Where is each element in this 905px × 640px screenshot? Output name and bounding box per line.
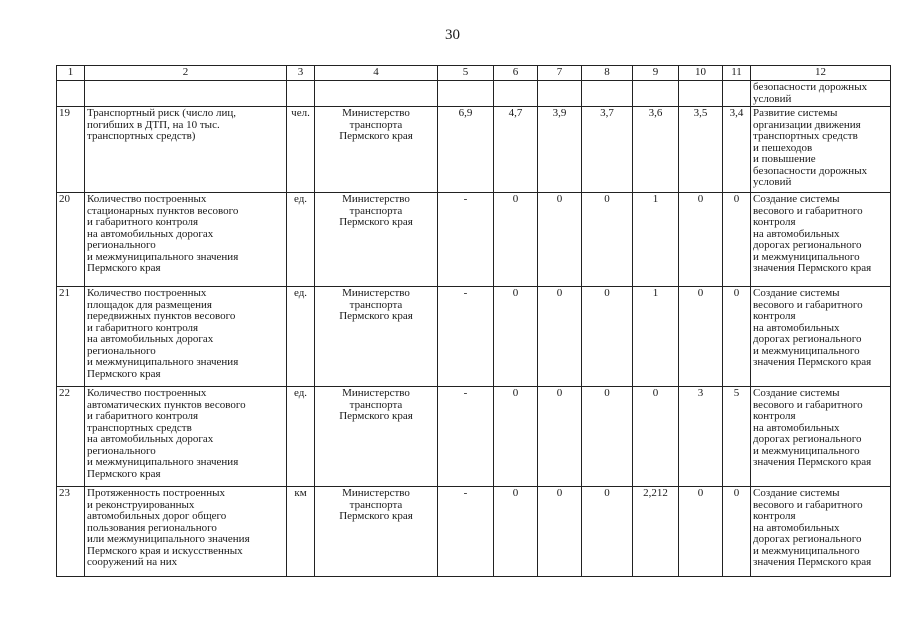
value-cell: 0 xyxy=(494,387,538,487)
value-cell: 0 xyxy=(582,387,633,487)
value-cell: 3,7 xyxy=(582,107,633,193)
goal: Создание системы весового и габаритного контроля на автомобильных дорогах регионального и межмуниципального значения Пермского края xyxy=(751,193,891,287)
header-cell: 2 xyxy=(85,66,287,81)
goal: Создание системы весового и габаритного контроля на автомобильных дорогах регионального и межмуниципального значения Пермского края xyxy=(751,487,891,577)
value-cell: - xyxy=(438,387,494,487)
value-cell: 0 xyxy=(582,487,633,577)
responsible-org: Министерство транспорта Пермского края xyxy=(315,107,438,193)
header-cell: 8 xyxy=(582,66,633,81)
value-cell: 0 xyxy=(633,387,679,487)
continuation-goal: безопасности дорожных условий xyxy=(751,81,891,107)
value-cell: - xyxy=(438,487,494,577)
header-cell: 3 xyxy=(287,66,315,81)
row-number: 23 xyxy=(57,487,85,577)
value-cell: 0 xyxy=(582,193,633,287)
header-row xyxy=(57,66,891,81)
table-row xyxy=(57,287,891,387)
indicator-name: Количество построенных автоматических пунктов весового и габаритного контроля транспортных средств на автомобильных дорогах регионального и межмуниципального значения Пермского края xyxy=(85,387,287,487)
responsible-org: Министерство транспорта Пермского края xyxy=(315,487,438,577)
value-cell: 3,6 xyxy=(633,107,679,193)
value-cell: 0 xyxy=(679,487,723,577)
value-cell: 6,9 xyxy=(438,107,494,193)
value-cell: 0 xyxy=(538,487,582,577)
value-cell: 4,7 xyxy=(494,107,538,193)
value-cell: 0 xyxy=(494,487,538,577)
table-row xyxy=(57,193,891,287)
table-row xyxy=(57,387,891,487)
goal: Создание системы весового и габаритного контроля на автомобильных дорогах регионального и межмуниципального значения Пермского края xyxy=(751,287,891,387)
row-number: 22 xyxy=(57,387,85,487)
unit: ед. xyxy=(287,387,315,487)
responsible-org: Министерство транспорта Пермского края xyxy=(315,387,438,487)
header-cell: 7 xyxy=(538,66,582,81)
value-cell: 3 xyxy=(679,387,723,487)
header-cell: 4 xyxy=(315,66,438,81)
value-cell: 0 xyxy=(538,387,582,487)
header-cell: 11 xyxy=(723,66,751,81)
value-cell: 3,9 xyxy=(538,107,582,193)
value-cell: 2,212 xyxy=(633,487,679,577)
value-cell: 0 xyxy=(723,193,751,287)
value-cell: 0 xyxy=(494,287,538,387)
unit: ед. xyxy=(287,193,315,287)
value-cell: 1 xyxy=(633,287,679,387)
header-cell: 9 xyxy=(633,66,679,81)
header-cell: 10 xyxy=(679,66,723,81)
row-number: 19 xyxy=(57,107,85,193)
unit: км xyxy=(287,487,315,577)
indicator-name: Количество построенных площадок для размещения передвижных пунктов весового и габаритного контроля на автомобильных дорогах регионального и межмуниципального значения Пермского края xyxy=(85,287,287,387)
indicator-name: Транспортный риск (число лиц, погибших в ДТП, на 10 тыс. транспортных средств) xyxy=(85,107,287,193)
value-cell: 0 xyxy=(679,287,723,387)
responsible-org: Министерство транспорта Пермского края xyxy=(315,287,438,387)
value-cell: - xyxy=(438,287,494,387)
value-cell: 1 xyxy=(633,193,679,287)
goal: Создание системы весового и габаритного контроля на автомобильных дорогах регионального и межмуниципального значения Пермского края xyxy=(751,387,891,487)
page-number: 30 xyxy=(445,27,460,43)
value-cell: 0 xyxy=(582,287,633,387)
row-number: 21 xyxy=(57,287,85,387)
responsible-org: Министерство транспорта Пермского края xyxy=(315,193,438,287)
value-cell: 0 xyxy=(538,193,582,287)
row-number: 20 xyxy=(57,193,85,287)
unit: ед. xyxy=(287,287,315,387)
table-row xyxy=(57,487,891,577)
indicator-name: Протяженность построенных и реконструированных автомобильных дорог общего пользования регионального или межмуниципального значения Пермского края и искусственных сооружений на них xyxy=(85,487,287,577)
value-cell: 3,5 xyxy=(679,107,723,193)
value-cell: 5 xyxy=(723,387,751,487)
table-row xyxy=(57,107,891,193)
continuation-row xyxy=(57,81,891,107)
header-cell: 6 xyxy=(494,66,538,81)
indicator-name: Количество построенных стационарных пунктов весового и габаритного контроля на автомобильных дорогах регионального и межмуниципального значения Пермского края xyxy=(85,193,287,287)
unit: чел. xyxy=(287,107,315,193)
header-cell: 5 xyxy=(438,66,494,81)
value-cell: 0 xyxy=(494,193,538,287)
header-cell: 12 xyxy=(751,66,891,81)
goal: Развитие системы организации движения транспортных средств и пешеходов и повышение безопасности дорожных условий xyxy=(751,107,891,193)
value-cell: 3,4 xyxy=(723,107,751,193)
indicators-table xyxy=(56,65,891,577)
value-cell: - xyxy=(438,193,494,287)
header-cell: 1 xyxy=(57,66,85,81)
value-cell: 0 xyxy=(538,287,582,387)
value-cell: 0 xyxy=(679,193,723,287)
value-cell: 0 xyxy=(723,287,751,387)
value-cell: 0 xyxy=(723,487,751,577)
